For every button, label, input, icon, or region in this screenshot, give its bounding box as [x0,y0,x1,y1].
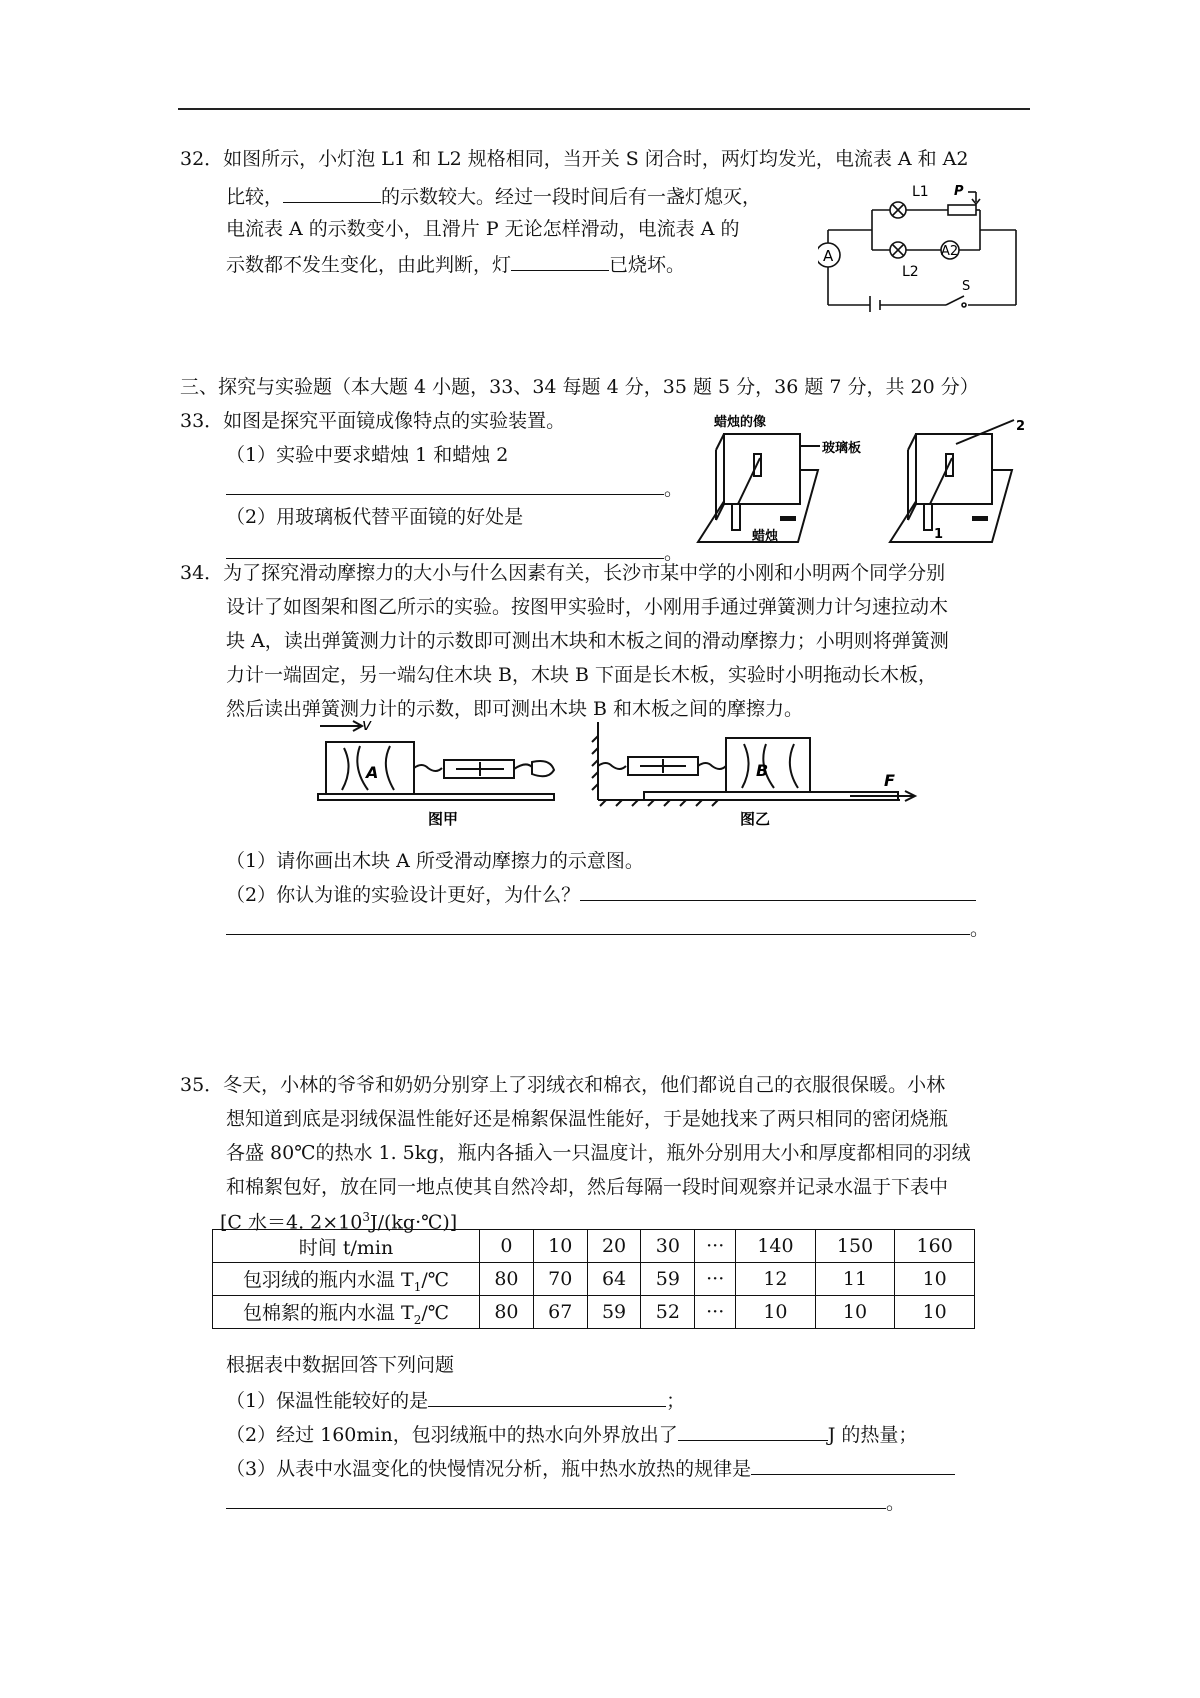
table-row [213,1296,975,1329]
circuit-label-l1: L1 [912,184,929,200]
table-cell: 59 [641,1263,695,1296]
table-row [213,1263,975,1296]
mirror-experiment-figure [694,400,1030,560]
table-cell: 52 [641,1296,695,1329]
table-cell: 10 [736,1296,816,1329]
q35-answer-line [226,1488,905,1516]
table-cell: 140 [736,1230,816,1263]
label-candle-image: 蜡烛的像 [714,415,767,430]
q34-sub-2-text: （2）你认为谁的实验设计更好，为什么？ [226,884,581,906]
q32-line-4 [226,250,685,278]
q35-sub-2-end: J 的热量； [827,1424,918,1446]
q35-sub-2-text: （2）经过 160min，包羽绒瓶中的热水向外界放出了 [226,1424,678,1446]
table-row [213,1230,975,1263]
q33-blank-1[interactable] [226,474,664,495]
q35-sub-1 [226,1386,685,1414]
q35-line-1: 35．冬天，小林的爷爷和奶奶分别穿上了羽绒衣和棉衣，他们都说自己的衣服很保暖。小林 [180,1074,946,1096]
q35-sub-1-text: （1）保温性能较好的是 [226,1390,429,1412]
q35-constant-start: [C 水＝4. 2×10 [220,1211,363,1234]
table-cell: 0 [480,1230,534,1263]
table-cell: 160 [895,1230,975,1263]
q32-blank-2[interactable] [511,250,609,271]
table-cell: 10 [895,1296,975,1329]
q34-line-2: 设计了如图架和图乙所示的实验。按图甲实验时，小刚用手通过弹簧测力计匀速拉动木 [226,596,949,618]
q32-line-4-start: 示数都不发生变化，由此判断，灯 [226,254,512,276]
circuit-label-s: S [962,279,971,294]
q33-line-3: （2）用玻璃板代替平面镜的好处是 [226,506,524,528]
label-velocity: v [362,716,372,734]
table-cell: 150 [815,1230,895,1263]
row-1-label-text: 包羽绒的瓶内水温 T [242,1268,414,1291]
q34-line-3: 块 A，读出弹簧测力计的示数即可测出木块和木板之间的滑动摩擦力；小明则将弹簧测 [226,630,949,652]
table-cell: ··· [695,1296,736,1329]
table-cell: ··· [695,1263,736,1296]
q34-line-5: 然后读出弹簧测力计的示数，即可测出木块 B 和木板之间的摩擦力。 [226,698,804,720]
circuit-label-l2: L2 [902,264,919,280]
q35-line-2: 想知道到底是羽绒保温性能好还是棉絮保温性能好，于是她找来了两只相同的密闭烧瓶 [226,1108,949,1130]
q35-after-table: 根据表中数据回答下列问题 [226,1354,455,1376]
q33-blank-2[interactable] [226,538,664,559]
row-2-label-sub: 2 [413,1312,422,1327]
row-1-label-sub: 1 [413,1279,422,1294]
q35-blank-3[interactable] [751,1454,955,1475]
q35-period: 。 [886,1492,906,1514]
circuit-label-a: A [823,247,834,265]
table-cell: 59 [587,1296,641,1329]
q32-line-2 [226,182,761,210]
label-candle: 蜡烛 [752,529,779,544]
q35-sub-2 [226,1420,917,1448]
q34-sub-1: （1）请你画出木块 A 所受滑动摩擦力的示意图。 [226,850,644,872]
label-candle-1: 1 [934,527,944,542]
q35-constant-unit: J/(kg·℃)] [369,1211,458,1234]
q35-line-4: 和棉絮包好，放在同一地点使其自然冷却，然后每隔一段时间观察并记录水温于下表中 [226,1176,949,1198]
q34-answer-line [226,914,989,942]
q33-line-2: （1）实验中要求蜡烛 1 和蜡烛 2 [226,444,509,466]
q34-blank-2[interactable] [226,914,970,935]
q32-blank-1[interactable] [283,182,381,203]
label-fig-jia: 图甲 [428,810,459,828]
table-cell: 11 [815,1263,895,1296]
circuit-label-p: P [954,184,964,199]
table-cell: 10 [815,1296,895,1329]
label-glass-plate: 玻璃板 [822,441,862,456]
table-row-label [213,1296,480,1329]
temperature-table [212,1229,975,1329]
q35-blank-4[interactable] [226,1488,886,1509]
table-cell: 64 [587,1263,641,1296]
q35-sub-3-text: （3）从表中水温变化的快慢情况分析，瓶中热水放热的规律是 [226,1458,752,1480]
table-cell: 30 [641,1230,695,1263]
q32-line-2-end: 的示数较大。经过一段时间后有一盏灯熄灭， [381,186,762,208]
row-1-label-unit: /℃ [421,1268,449,1291]
q33-line-1: 33．如图是探究平面镜成像特点的实验装置。 [180,410,566,432]
q34-line-1: 34．为了探究滑动摩擦力的大小与什么因素有关，长沙市某中学的小刚和小明两个同学分别 [180,562,946,584]
q35-sub-3 [226,1454,955,1482]
q34-period: 。 [970,918,990,940]
q33-period-1: 。 [664,478,684,500]
row-2-label-text: 包棉絮的瓶内水温 T [242,1301,414,1324]
table-cell: 10 [533,1230,587,1263]
table-cell: 67 [533,1296,587,1329]
q32-line-2-start: 比较， [226,186,284,208]
q34-blank-1[interactable] [580,880,976,901]
q33-answer-1 [226,474,683,502]
label-block-a: A [366,763,379,782]
label-block-b: B [756,761,769,780]
q35-sub-1-end: ； [666,1390,686,1412]
q35-constant-exponent: 3 [362,1210,370,1224]
section-3-heading: 三、探究与实验题（本大题 4 小题，33、34 每题 4 分，35 题 5 分，36 题 7 分，共 20 分） [180,376,979,398]
label-candle-2: 2 [1016,419,1026,434]
row-2-label-unit: /℃ [421,1301,449,1324]
circuit-diagram [818,180,1032,312]
q35-blank-2[interactable] [678,1420,828,1441]
table-cell: 80 [480,1263,534,1296]
table-cell: ··· [695,1230,736,1263]
q35-line-3: 各盛 80℃的热水 1. 5kg，瓶内各插入一只温度计，瓶外分别用大小和厚度都相同的羽绒 [226,1142,971,1164]
friction-experiment-figure [310,716,920,828]
q35-blank-1[interactable] [428,1386,666,1407]
q34-line-4: 力计一端固定，另一端勾住木块 B，木块 B 下面是长木板，实验时小明拖动长木板， [226,664,938,686]
table-row-label [213,1263,480,1296]
label-force-f: F [884,771,895,790]
table-cell: 70 [533,1263,587,1296]
label-fig-yi: 图乙 [740,810,771,828]
table-cell: 10 [895,1263,975,1296]
table-cell: 12 [736,1263,816,1296]
top-rule [178,108,1030,110]
table-cell: 80 [480,1296,534,1329]
q32-line-1: 32．如图所示，小灯泡 L1 和 L2 规格相同，当开关 S 闭合时，两灯均发光，电流表 A 和 A2 [180,148,969,170]
circuit-label-a2: A2 [941,244,959,259]
table-header-cell: 时间 t/min [213,1230,480,1263]
q32-line-3: 电流表 A 的示数变小，且滑片 P 无论怎样滑动，电流表 A 的 [226,218,740,240]
q34-sub-2 [226,880,976,908]
q33-period-2: 。 [664,542,684,564]
table-cell: 20 [587,1230,641,1263]
q32-line-4-end: 已烧坏。 [609,254,686,276]
